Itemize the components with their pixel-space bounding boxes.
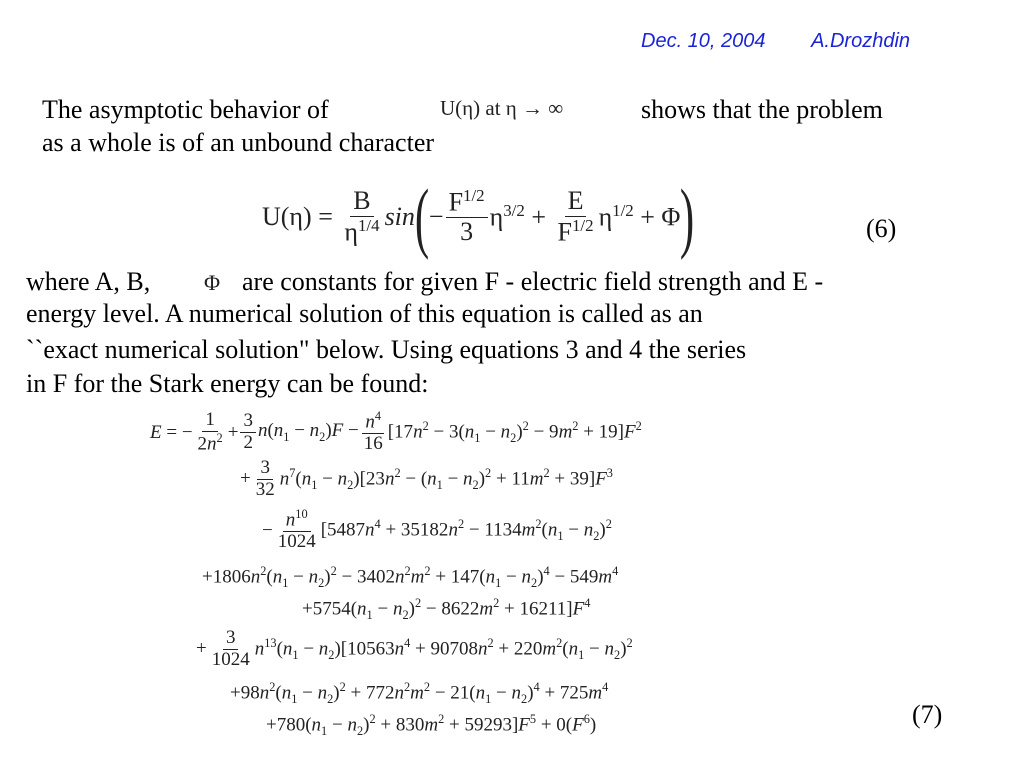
- equation-6: U(η) = $\frac{B}{\eta^{1/4}}$ sin ( − $\frac{F^{1/2}}{3}$ $\eta^{3/2}$ + $\frac{E}{F^{1/2}}$ $\eta^{1/2} + \Phi$ ): [262, 173, 695, 260]
- intro-line2: as a whole is of an unbound character: [42, 128, 435, 157]
- slide-header: [641, 30, 910, 53]
- header-author: A.Drozhdin: [811, 30, 911, 52]
- asymptotic-math: U(η) at η → ∞: [440, 96, 564, 120]
- intro-part2: shows that the problem: [641, 95, 883, 124]
- body-line3: ``exact numerical solution" below. Using equations 3 and 4 the series: [26, 335, 747, 364]
- body-line2: energy level. A numerical solution of this equation is called as an: [26, 299, 703, 328]
- body-line1b: are constants for given F - electric field strength and E -: [242, 267, 824, 296]
- intro-part1: The asymptotic behavior of: [42, 95, 329, 124]
- eq7-number: (7): [912, 700, 943, 729]
- phi-symbol: Φ: [204, 270, 221, 295]
- header-date: Dec. 10, 2004: [641, 30, 766, 52]
- body-line1a: where A, B,: [26, 267, 151, 296]
- body-line4: in F for the Stark energy can be found:: [26, 369, 429, 398]
- eq6-number: (6): [866, 214, 897, 243]
